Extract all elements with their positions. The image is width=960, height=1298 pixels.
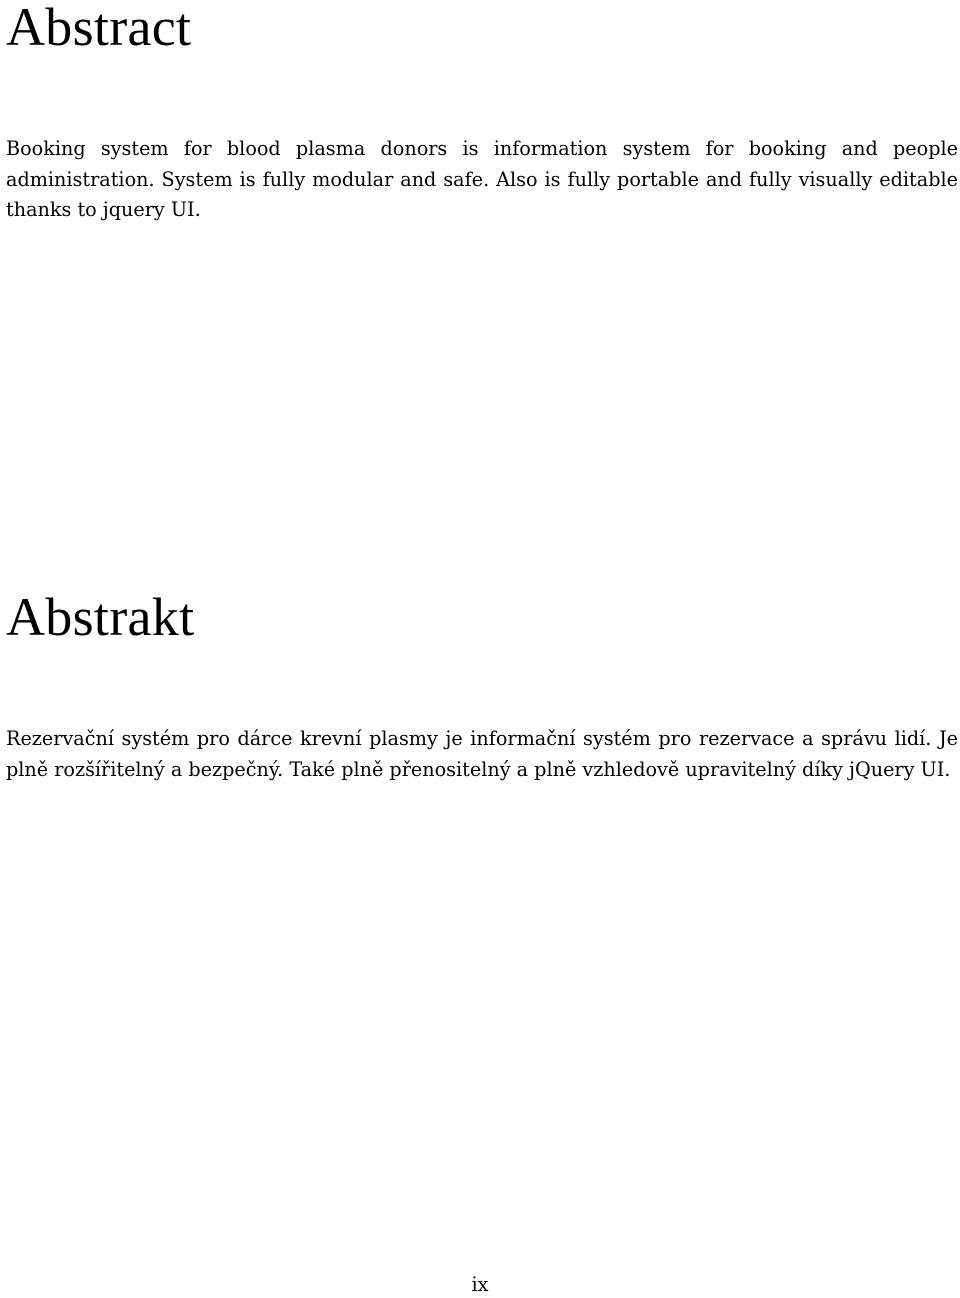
abstrakt-heading: Abstrakt [6, 587, 195, 647]
abstrakt-paragraph: Rezervační systém pro dárce krevní plasmy je informační systém pro rezervace a správu lidí. Je plně rozšířitelný a bezpečný. Také plně přenositelný a plně vzhledově upravitelný díky jQuery UI. [6, 727, 958, 781]
abstract-heading: Abstract [6, 0, 192, 57]
page-number: ix [471, 1273, 489, 1296]
abstrakt-section [6, 587, 958, 781]
abstract-section [6, 0, 958, 221]
abstract-paragraph: Booking system for blood plasma donors is information system for booking and people administration. System is fully modular and safe. Also is fully portable and fully visually editable thanks to jquery UI. [6, 137, 958, 221]
